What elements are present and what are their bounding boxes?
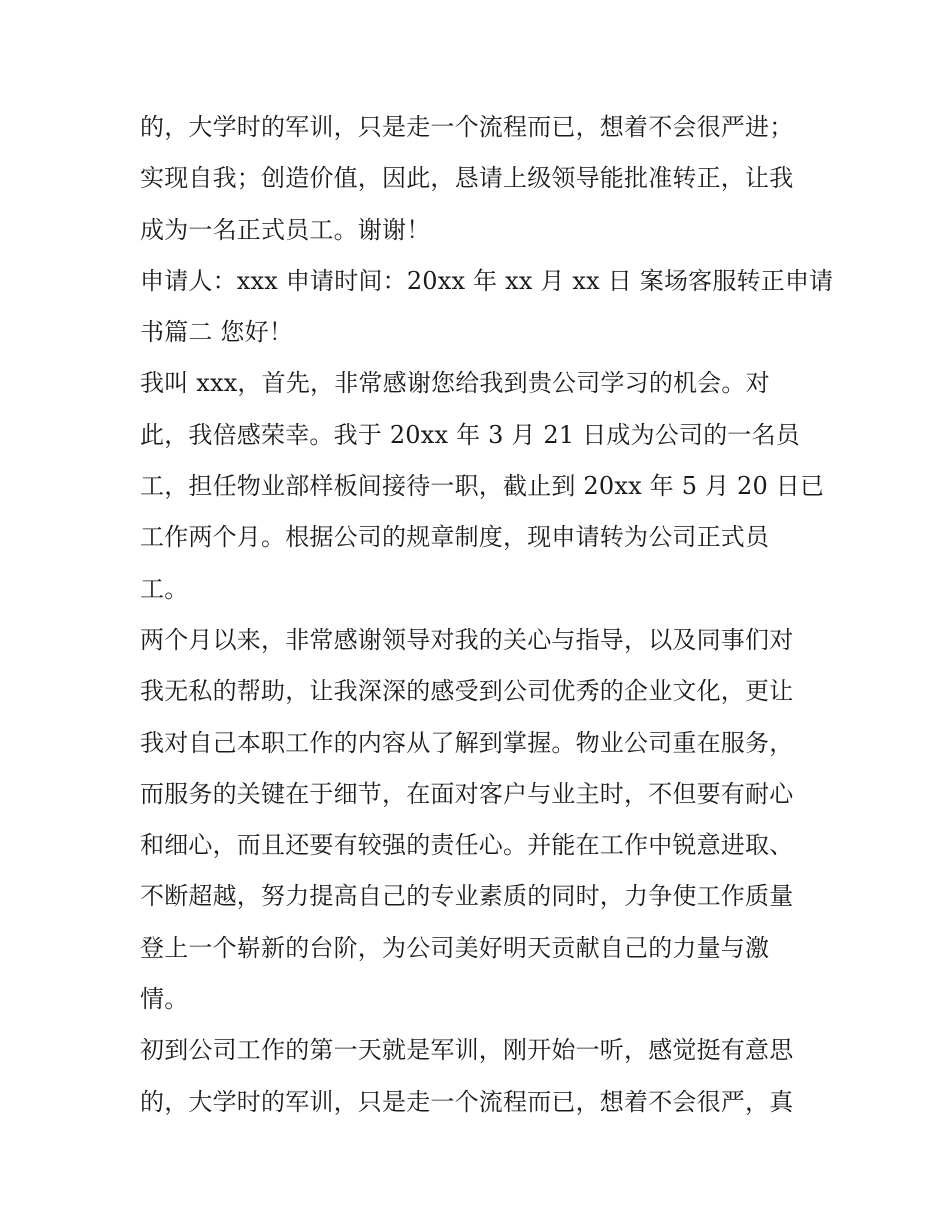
text-line: 我无私的帮助，让我深深的感受到公司优秀的企业文化，更让 [140,677,794,706]
document-body [140,102,834,1128]
text-line: 和细心，而且还要有较强的责任心。并能在工作中锐意进取、 [140,831,794,860]
text-line: 工作两个月。根据公司的规章制度，现申请转为公司正式员 [140,523,770,552]
text-line: 工，担任物业部样板间接待一职，截止到 20xx 年 5 月 20 日已 [140,472,825,501]
text-line: 而服务的关键在于细节，在面对客户与业主时，不但要有耐心 [140,779,794,808]
text-line: 的，大学时的军训，只是走一个流程而已，想着不会很严，真 [140,1087,794,1116]
text-line: 我对自己本职工作的内容从了解到掌握。物业公司重在服务， [140,728,794,757]
text-line: 实现自我；创造价值，因此，恳请上级领导能批准转正，让我 [140,164,794,193]
text-line: 工。 [140,574,189,603]
text-line: 此，我倍感荣幸。我于 20xx 年 3 月 21 日成为公司的一名员 [140,420,800,449]
text-line: 成为一名正式员工。谢谢！ [140,215,431,244]
text-line: 我叫 xxx，首先，非常感谢您给我到贵公司学习的机会。对 [140,369,770,398]
text-line: 登上一个崭新的台阶，为公司美好明天贡献自己的力量与激 [140,933,770,962]
text-line: 申请人：xxx 申请时间：20xx 年 xx 月 xx 日 案场客服转正申请 [140,266,834,295]
text-line: 的，大学时的军训，只是走一个流程而已，想着不会很严进； [140,113,794,141]
text-line: 不断超越，努力提高自己的专业素质的同时，力争使工作质量 [140,882,794,911]
text-line: 初到公司工作的第一天就是军训，刚开始一听，感觉挺有意思 [140,1036,794,1065]
text-line: 情。 [140,985,189,1014]
text-line: 书篇二 您好！ [140,318,294,347]
text-line: 两个月以来，非常感谢领导对我的关心与指导，以及同事们对 [140,625,794,654]
